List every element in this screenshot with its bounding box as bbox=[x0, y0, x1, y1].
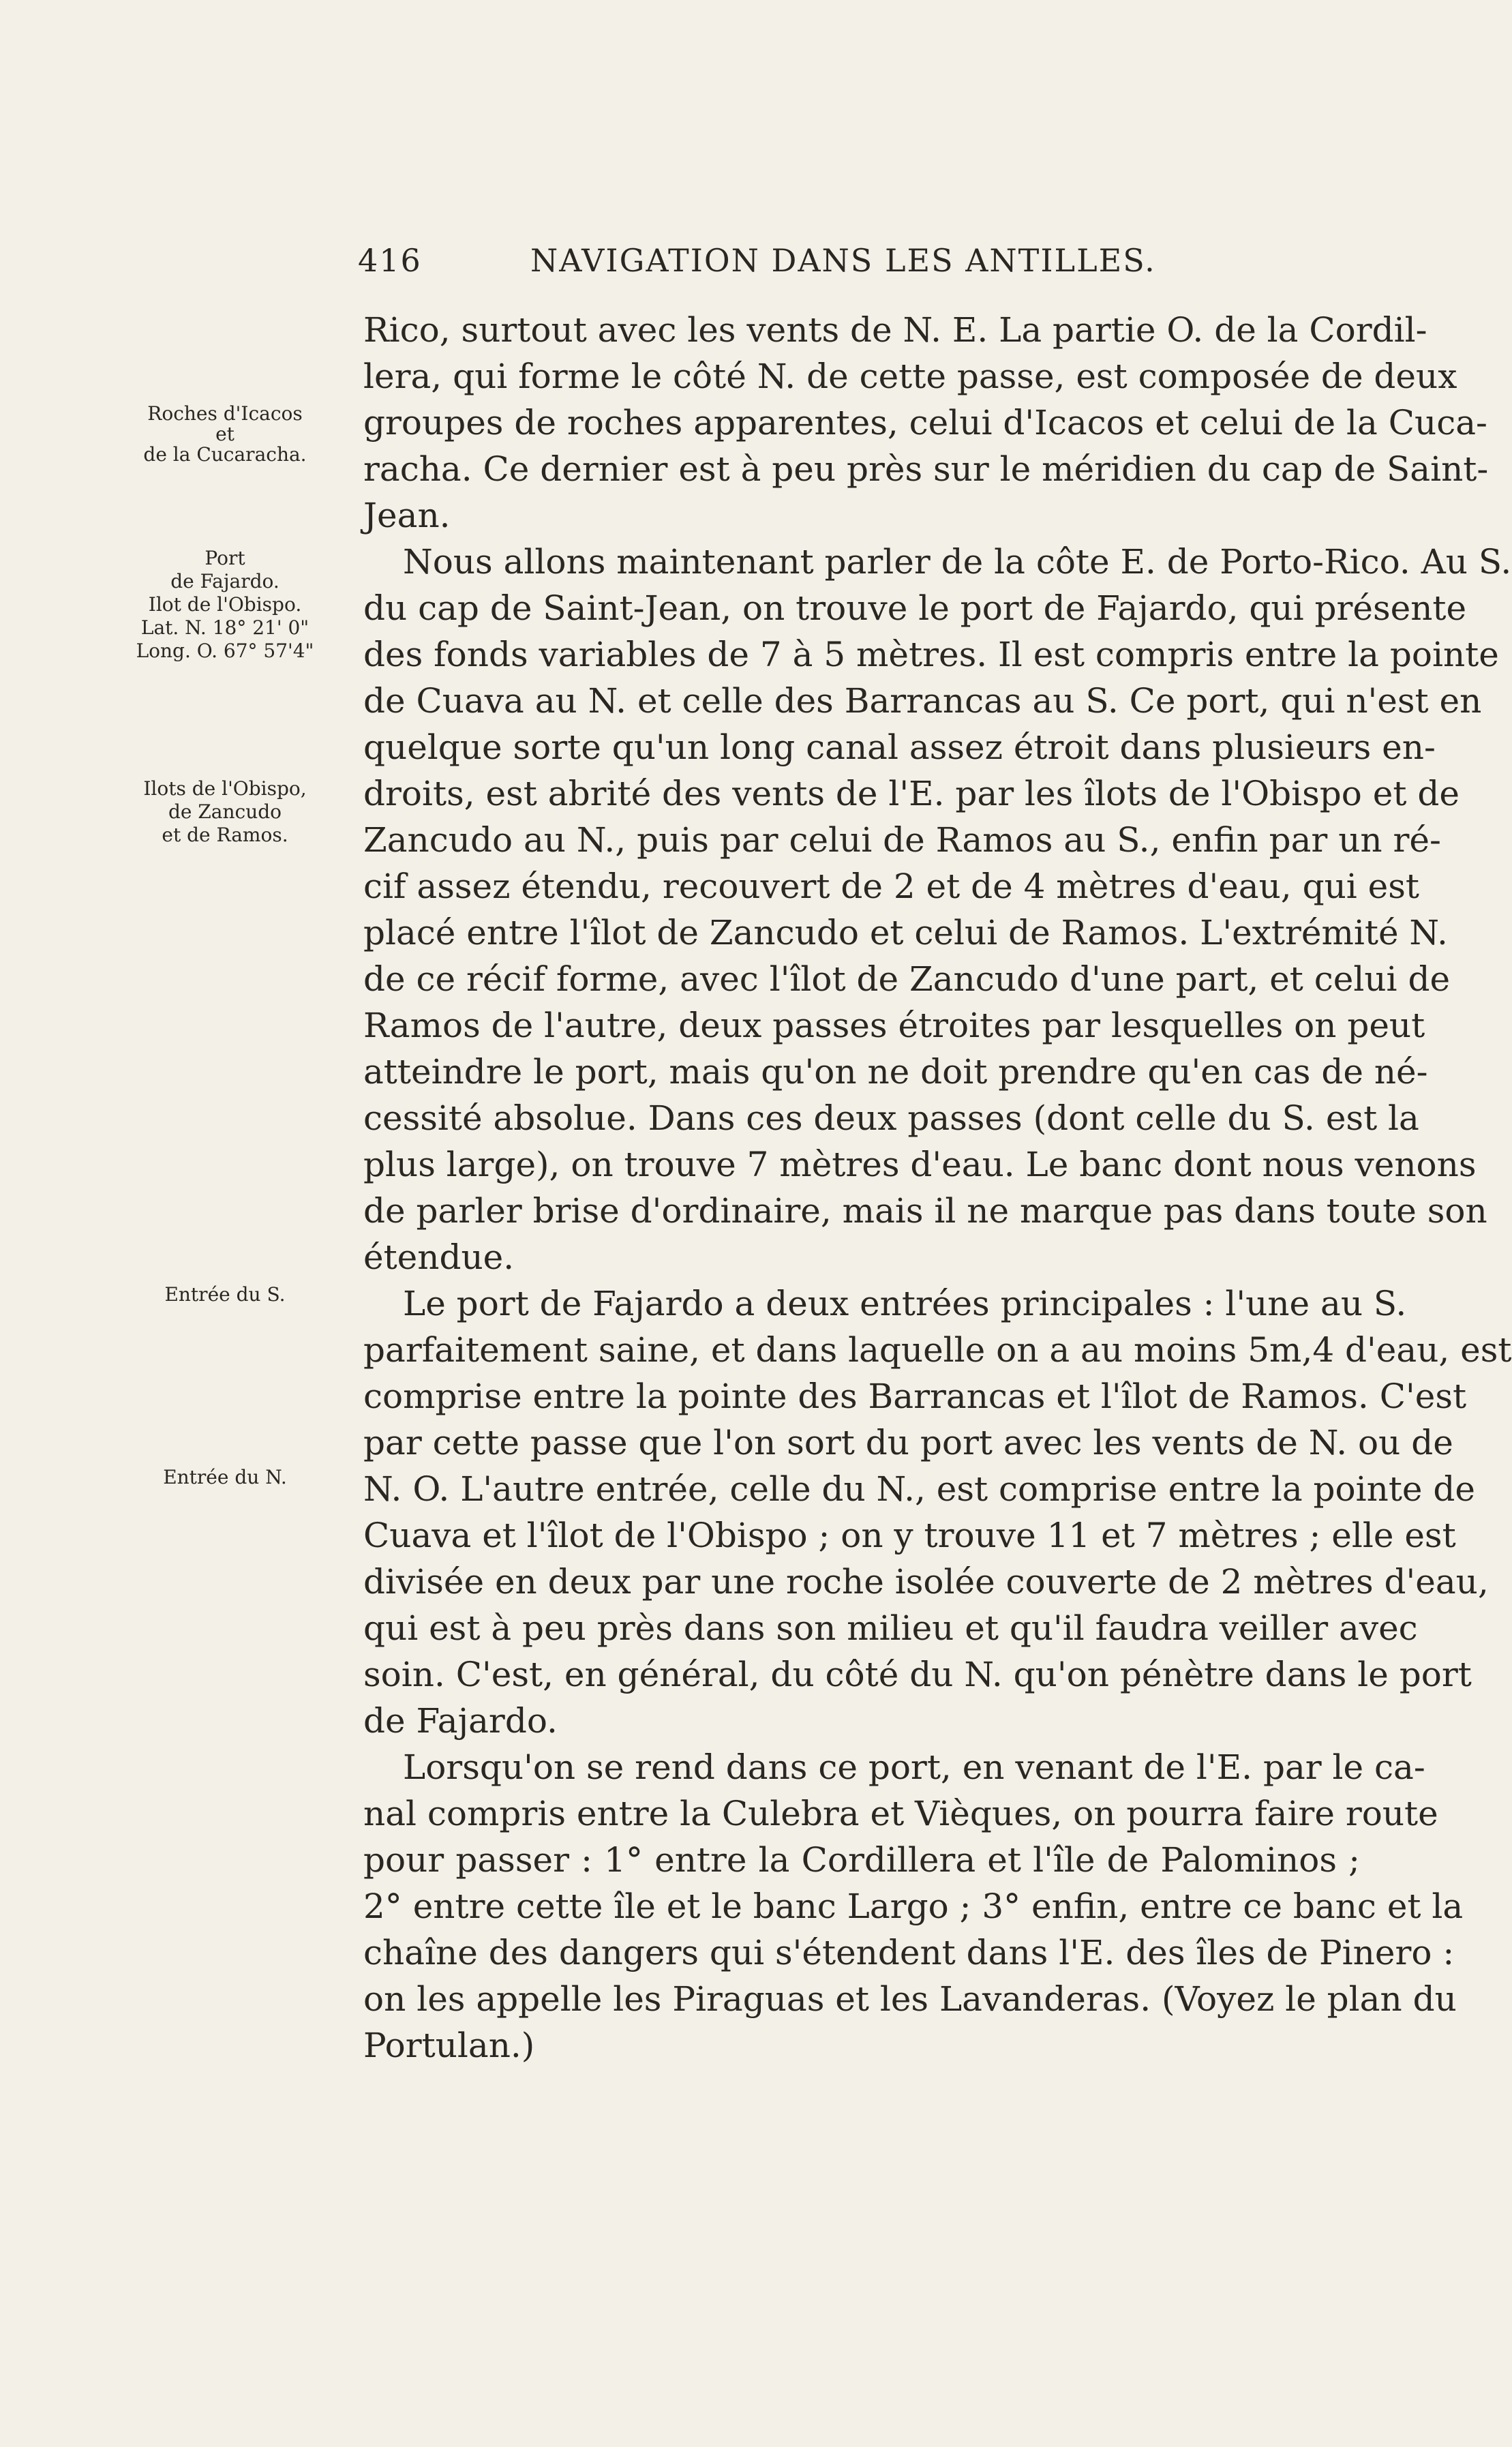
text-line: on les appelle les Piraguas et les Lavanderas. (Voyez le plan du bbox=[363, 1979, 1457, 2019]
text-line: de Fajardo. bbox=[363, 1701, 558, 1741]
text-line: de Cuava au N. et celle des Barrancas au S. Ce port, qui n'est en bbox=[363, 681, 1482, 721]
margin-note-ilots: Ilots de l'Obispo, de Zancudo et de Ramos. bbox=[143, 777, 307, 846]
text-line: cessité absolue. Dans ces deux passes (dont celle du S. est la bbox=[363, 1098, 1419, 1138]
text-line: divisée en deux par une roche isolée couverte de 2 mètres d'eau, bbox=[363, 1562, 1489, 1602]
text-line: Jean. bbox=[363, 496, 451, 535]
text-line: soin. C'est, en général, du côté du N. qu'on pénètre dans le port bbox=[363, 1655, 1472, 1694]
text-line: par cette passe que l'on sort du port avec les vents de N. ou de bbox=[363, 1423, 1453, 1462]
margin-note-entree-sud: Entrée du S. bbox=[164, 1283, 286, 1306]
margin-note-port-fajardo: Port de Fajardo. Ilot de l'Obispo. Lat. N. 18° 21' 0" Long. O. 67° 57'4" bbox=[136, 547, 314, 662]
text-line: atteindre le port, mais qu'on ne doit prendre qu'en cas de né- bbox=[363, 1052, 1428, 1092]
text-line: qui est à peu près dans son milieu et qu'il faudra veiller avec bbox=[363, 1608, 1418, 1648]
margin-note-entree-nord: Entrée du N. bbox=[163, 1466, 287, 1488]
text-line: Zancudo au N., puis par celui de Ramos au S., enfin par un ré- bbox=[363, 820, 1441, 860]
page-number: 416 bbox=[358, 242, 422, 279]
text-line: cif assez étendu, recouvert de 2 et de 4 mètres d'eau, qui est bbox=[363, 867, 1420, 906]
text-line: Cuava et l'îlot de l'Obispo ; on y trouve 11 et 7 mètres ; elle est bbox=[363, 1516, 1456, 1555]
text-line: pour passer : 1° entre la Cordillera et l'île de Palominos ; bbox=[363, 1840, 1360, 1880]
text-line: étendue. bbox=[363, 1237, 515, 1277]
text-line: Rico, surtout avec les vents de N. E. La partie O. de la Cordil- bbox=[363, 310, 1427, 350]
margin-note-roches: Roches d'Icacos et de la Cucaracha. bbox=[143, 402, 307, 466]
text-line: Nous allons maintenant parler de la côte E. de Porto-Rico. Au S. bbox=[403, 542, 1512, 582]
text-line: de ce récif forme, avec l'îlot de Zancudo d'une part, et celui de bbox=[363, 959, 1451, 999]
text-line: groupes de roches apparentes, celui d'Icacos et celui de la Cuca- bbox=[363, 403, 1487, 442]
text-line: comprise entre la pointe des Barrancas et l'îlot de Ramos. C'est bbox=[363, 1377, 1467, 1416]
text-line: des fonds variables de 7 à 5 mètres. Il est compris entre la pointe bbox=[363, 635, 1499, 674]
text-line: parfaitement saine, et dans laquelle on a au moins 5m,4 d'eau, est bbox=[363, 1330, 1512, 1370]
text-line: Lorsqu'on se rend dans ce port, en venant de l'E. par le ca- bbox=[403, 1747, 1425, 1787]
text-line: N. O. L'autre entrée, celle du N., est comprise entre la pointe de bbox=[363, 1469, 1476, 1509]
text-line: 2° entre cette île et le banc Largo ; 3° enfin, entre ce banc et la bbox=[363, 1887, 1464, 1926]
text-line: quelque sorte qu'un long canal assez étroit dans plusieurs en- bbox=[363, 727, 1436, 767]
text-line: droits, est abrité des vents de l'E. par les îlots de l'Obispo et de bbox=[363, 774, 1460, 813]
text-line: plus large), on trouve 7 mètres d'eau. Le banc dont nous venons bbox=[363, 1145, 1477, 1184]
text-line: de parler brise d'ordinaire, mais il ne marque pas dans toute son bbox=[363, 1191, 1487, 1231]
text-line: Le port de Fajardo a deux entrées principales : l'une au S. bbox=[403, 1284, 1407, 1323]
text-line: placé entre l'îlot de Zancudo et celui de Ramos. L'extrémité N. bbox=[363, 913, 1448, 952]
text-line: Portulan.) bbox=[363, 2026, 535, 2065]
text-line: lera, qui forme le côté N. de cette passe, est composée de deux bbox=[363, 357, 1457, 396]
running-title: NAVIGATION DANS LES ANTILLES. bbox=[530, 242, 1156, 279]
text-line: Ramos de l'autre, deux passes étroites par lesquelles on peut bbox=[363, 1006, 1425, 1045]
text-line: du cap de Saint-Jean, on trouve le port de Fajardo, qui présente bbox=[363, 588, 1467, 628]
text-line: nal compris entre la Culebra et Vièques, on pourra faire route bbox=[363, 1794, 1438, 1833]
text-line: racha. Ce dernier est à peu près sur le méridien du cap de Saint- bbox=[363, 449, 1489, 489]
text-line: chaîne des dangers qui s'étendent dans l'E. des îles de Pinero : bbox=[363, 1933, 1455, 1972]
